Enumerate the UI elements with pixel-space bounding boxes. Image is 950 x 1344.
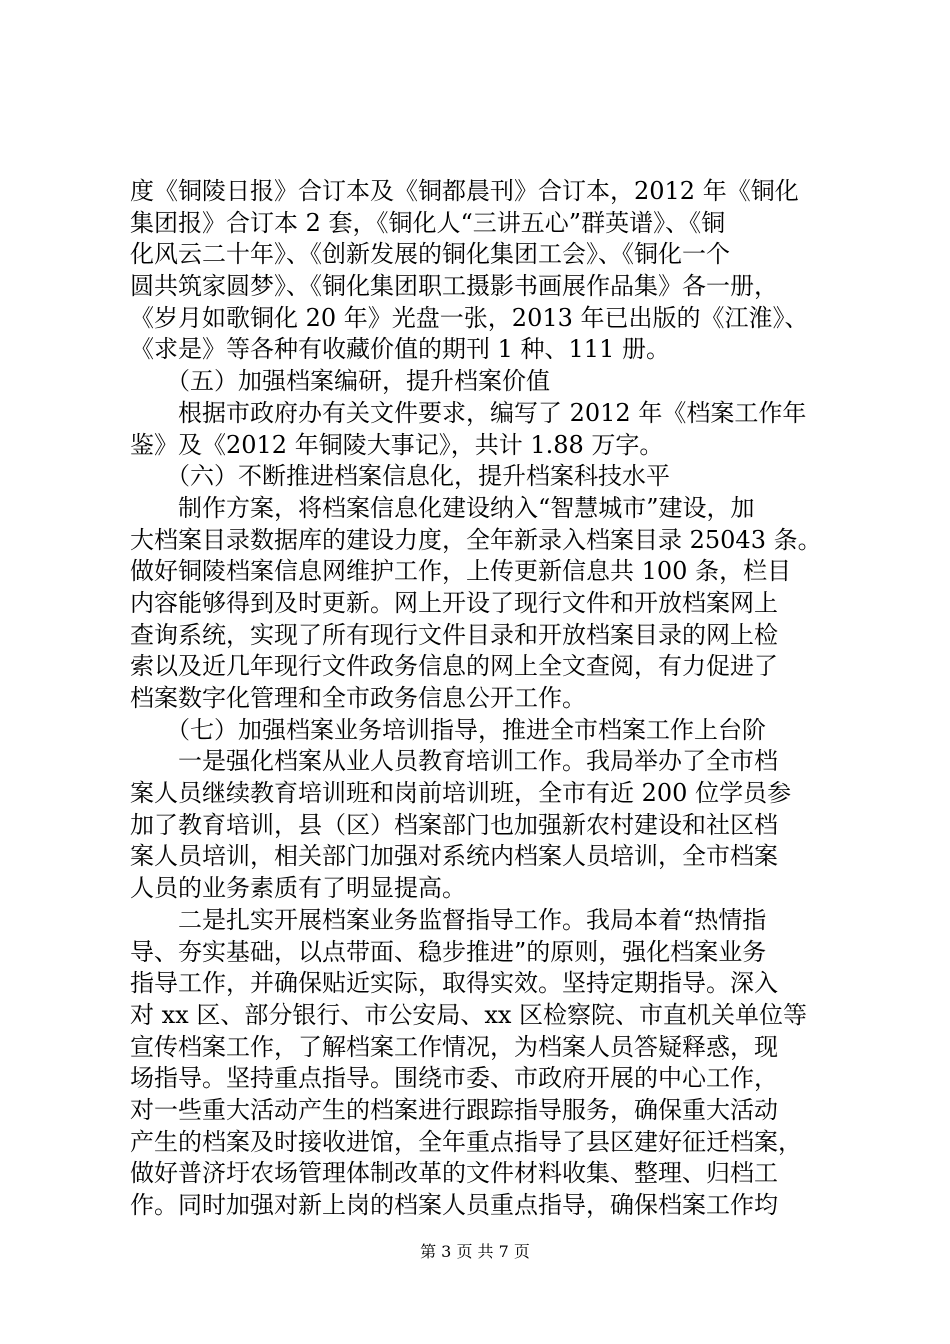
text-line: 对 xx 区、部分银行、市公安局、xx 区检察院、市直机关单位等 [130, 1000, 808, 1029]
text-line: 《求是》等各种有收藏价值的期刊 1 种、111 册。 [130, 335, 670, 364]
text-line: 指导工作，并确保贴近实际，取得实效。坚持定期指导。深入 [130, 969, 778, 998]
text-line: 内容能够得到及时更新。网上开设了现行文件和开放档案网上 [130, 588, 778, 617]
text-line: 《岁月如歌铜化 20 年》光盘一张，2013 年已出版的《江淮》、 [130, 303, 809, 332]
text-line: （六）不断推进档案信息化，提升档案科技水平 [130, 462, 670, 491]
text-line: 对一些重大活动产生的档案进行跟踪指导服务，确保重大活动 [130, 1095, 778, 1124]
text-line: 一是强化档案从业人员教育培训工作。我局举办了全市档 [130, 747, 778, 776]
text-line: 加了教育培训，县（区）档案部门也加强新农村建设和社区档 [130, 810, 778, 839]
text-line: （五）加强档案编研，提升档案价值 [130, 367, 550, 396]
text-line: 圆共筑家圆梦》、《铜化集团职工摄影书画展作品集》各一册， [130, 272, 778, 301]
text-line: 案人员培训，相关部门加强对系统内档案人员培训，全市档案 [130, 842, 778, 871]
text-line: 集团报》合订本 2 套，《铜化人“三讲五心”群英谱》、《铜 [130, 208, 726, 237]
text-line: 制作方案，将档案信息化建设纳入“智慧城市”建设，加 [130, 493, 755, 522]
text-line: 二是扎实开展档案业务监督指导工作。我局本着“热情指 [130, 905, 767, 934]
text-line: 鉴》及《2012 年铜陵大事记》，共计 1.88 万字。 [130, 430, 664, 459]
text-line: 人员的业务素质有了明显提高。 [130, 874, 466, 903]
text-line: 档案数字化管理和全市政务信息公开工作。 [130, 684, 586, 712]
text-line: （七）加强档案业务培训指导，推进全市档案工作上台阶 [130, 715, 766, 744]
document-body [130, 176, 830, 1222]
text-line: 案人员继续教育培训班和岗前培训班，全市有近 200 位学员参 [130, 779, 792, 808]
text-line: 做好普济圩农场管理体制改革的文件材料收集、整理、归档工 [130, 1159, 778, 1188]
text-line: 导、夯实基础，以点带面、稳步推进”的原则，强化档案业务 [130, 937, 767, 966]
text-line: 做好铜陵档案信息网维护工作，上传更新信息共 100 条，栏目 [130, 557, 792, 586]
text-line: 大档案目录数据库的建设力度，全年新录入档案目录 25043 条。 [130, 525, 822, 554]
text-line: 度《铜陵日报》合订本及《铜都晨刊》合订本，2012 年《铜化 [130, 177, 799, 205]
text-line: 化风云二十年》、《创新发展的铜化集团工会》、《铜化一个 [130, 240, 730, 269]
text-line: 宣传档案工作，了解档案工作情况，为档案人员答疑释惑，现 [130, 1032, 778, 1061]
text-line: 查询系统，实现了所有现行文件目录和开放档案目录的网上检 [130, 620, 778, 649]
text-line: 根据市政府办有关文件要求，编写了 2012 年《档案工作年 [130, 398, 807, 427]
text-line: 索以及近几年现行文件政务信息的网上全文查阅，有力促进了 [130, 652, 778, 681]
text-line: 作。同时加强对新上岗的档案人员重点指导，确保档案工作均 [130, 1191, 778, 1219]
page-footer: 第 3 页 共 7 页 [420, 1242, 530, 1261]
text-line: 产生的档案及时接收进馆，全年重点指导了县区建好征迁档案， [130, 1127, 802, 1156]
text-line: 场指导。坚持重点指导。围绕市委、市政府开展的中心工作， [130, 1064, 778, 1093]
